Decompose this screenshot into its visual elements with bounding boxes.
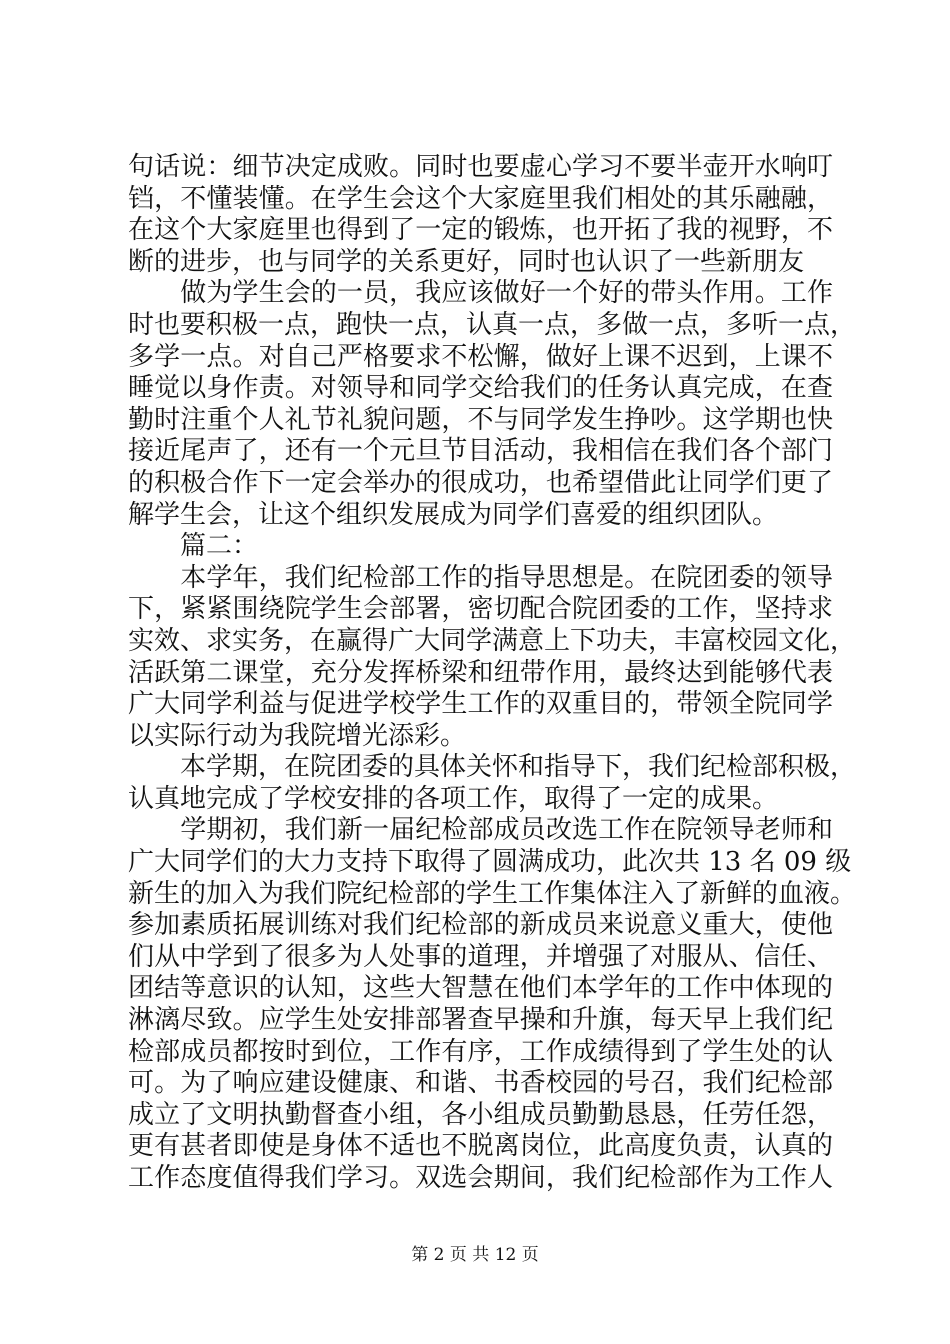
text-line: 们从中学到了很多为人处事的道理，并增强了对服从、信任、 (128, 941, 833, 972)
text-line: 更有甚者即使是身体不适也不脱离岗位，此高度负责，认真的 (128, 1131, 833, 1162)
text-line: 篇二： (128, 531, 259, 562)
text-line: 做为学生会的一员，我应该做好一个好的带头作用。工作 (128, 278, 833, 309)
text-line: 以实际行动为我院增光添彩。 (128, 720, 467, 751)
text-line: 检部成员都按时到位，工作有序，工作成绩得到了学生处的认 (128, 1036, 833, 1067)
text-line: 淋漓尽致。应学生处安排部署查早操和升旗，每天早上我们纪 (128, 1005, 833, 1036)
text-line: 可。为了响应建设健康、和谐、书香校园的号召，我们纪检部 (128, 1068, 833, 1099)
text-line: 解学生会，让这个组织发展成为同学们喜爱的组织团队。 (128, 499, 779, 530)
text-line: 广大同学利益与促进学校学生工作的双重目的，带领全院同学 (128, 689, 833, 720)
text-line: 接近尾声了，还有一个元旦节目活动，我相信在我们各个部门 (128, 436, 833, 467)
text-line: 学期初，我们新一届纪检部成员改选工作在院领导老师和 (128, 815, 833, 846)
text-line: 时也要积极一点，跑快一点，认真一点，多做一点，多听一点， (128, 309, 857, 340)
text-line: 在这个大家庭里也得到了一定的锻炼，也开拓了我的视野，不 (128, 215, 833, 246)
text-line: 勤时注重个人礼节礼貌问题，不与同学发生挣吵。这学期也快 (128, 404, 833, 435)
text-line: 断的进步，也与同学的关系更好，同时也认识了一些新朋友 (128, 246, 805, 277)
text-line: 实效、求实务，在赢得广大同学满意上下功夫，丰富校园文化， (128, 625, 857, 656)
text-line: 铛，不懂装懂。在学生会这个大家庭里我们相处的其乐融融， (128, 183, 833, 214)
text-line: 睡觉以身作责。对领导和同学交给我们的任务认真完成，在查 (128, 373, 833, 404)
body-text (128, 152, 857, 1195)
page-footer: 第 2 页 共 12 页 (411, 1245, 539, 1265)
text-line: 本学年，我们纪检部工作的指导思想是。在院团委的领导 (128, 562, 833, 593)
text-line: 工作态度值得我们学习。双选会期间，我们纪检部作为工作人 (128, 1163, 833, 1193)
text-line: 认真地完成了学校安排的各项工作，取得了一定的成果。 (128, 783, 779, 814)
text-line: 多学一点。对自己严格要求不松懈，做好上课不迟到，上课不 (128, 341, 833, 372)
text-line: 团结等意识的认知，这些大智慧在他们本学年的工作中体现的 (128, 973, 833, 1004)
text-line: 活跃第二课堂，充分发挥桥梁和纽带作用，最终达到能够代表 (128, 657, 833, 688)
text-line: 广大同学们的大力支持下取得了圆满成功，此次共 13 名 09 级 (128, 847, 852, 878)
text-line: 本学期，在院团委的具体关怀和指导下，我们纪检部积极， (128, 752, 857, 783)
text-line: 成立了文明执勤督查小组，各小组成员勤勤恳恳，任劳任怨， (128, 1099, 833, 1130)
text-line: 下，紧紧围绕院学生会部署，密切配合院团委的工作，坚持求 (128, 594, 833, 625)
text-line: 参加素质拓展训练对我们纪检部的新成员来说意义重大，使他 (128, 910, 833, 941)
text-line: 句话说：细节决定成败。同时也要虚心学习不要半壶开水响叮 (128, 152, 833, 182)
text-line: 的积极合作下一定会举办的很成功，也希望借此让同学们更了 (128, 467, 833, 498)
text-line: 新生的加入为我们院纪检部的学生工作集体注入了新鲜的血液。 (128, 878, 857, 909)
